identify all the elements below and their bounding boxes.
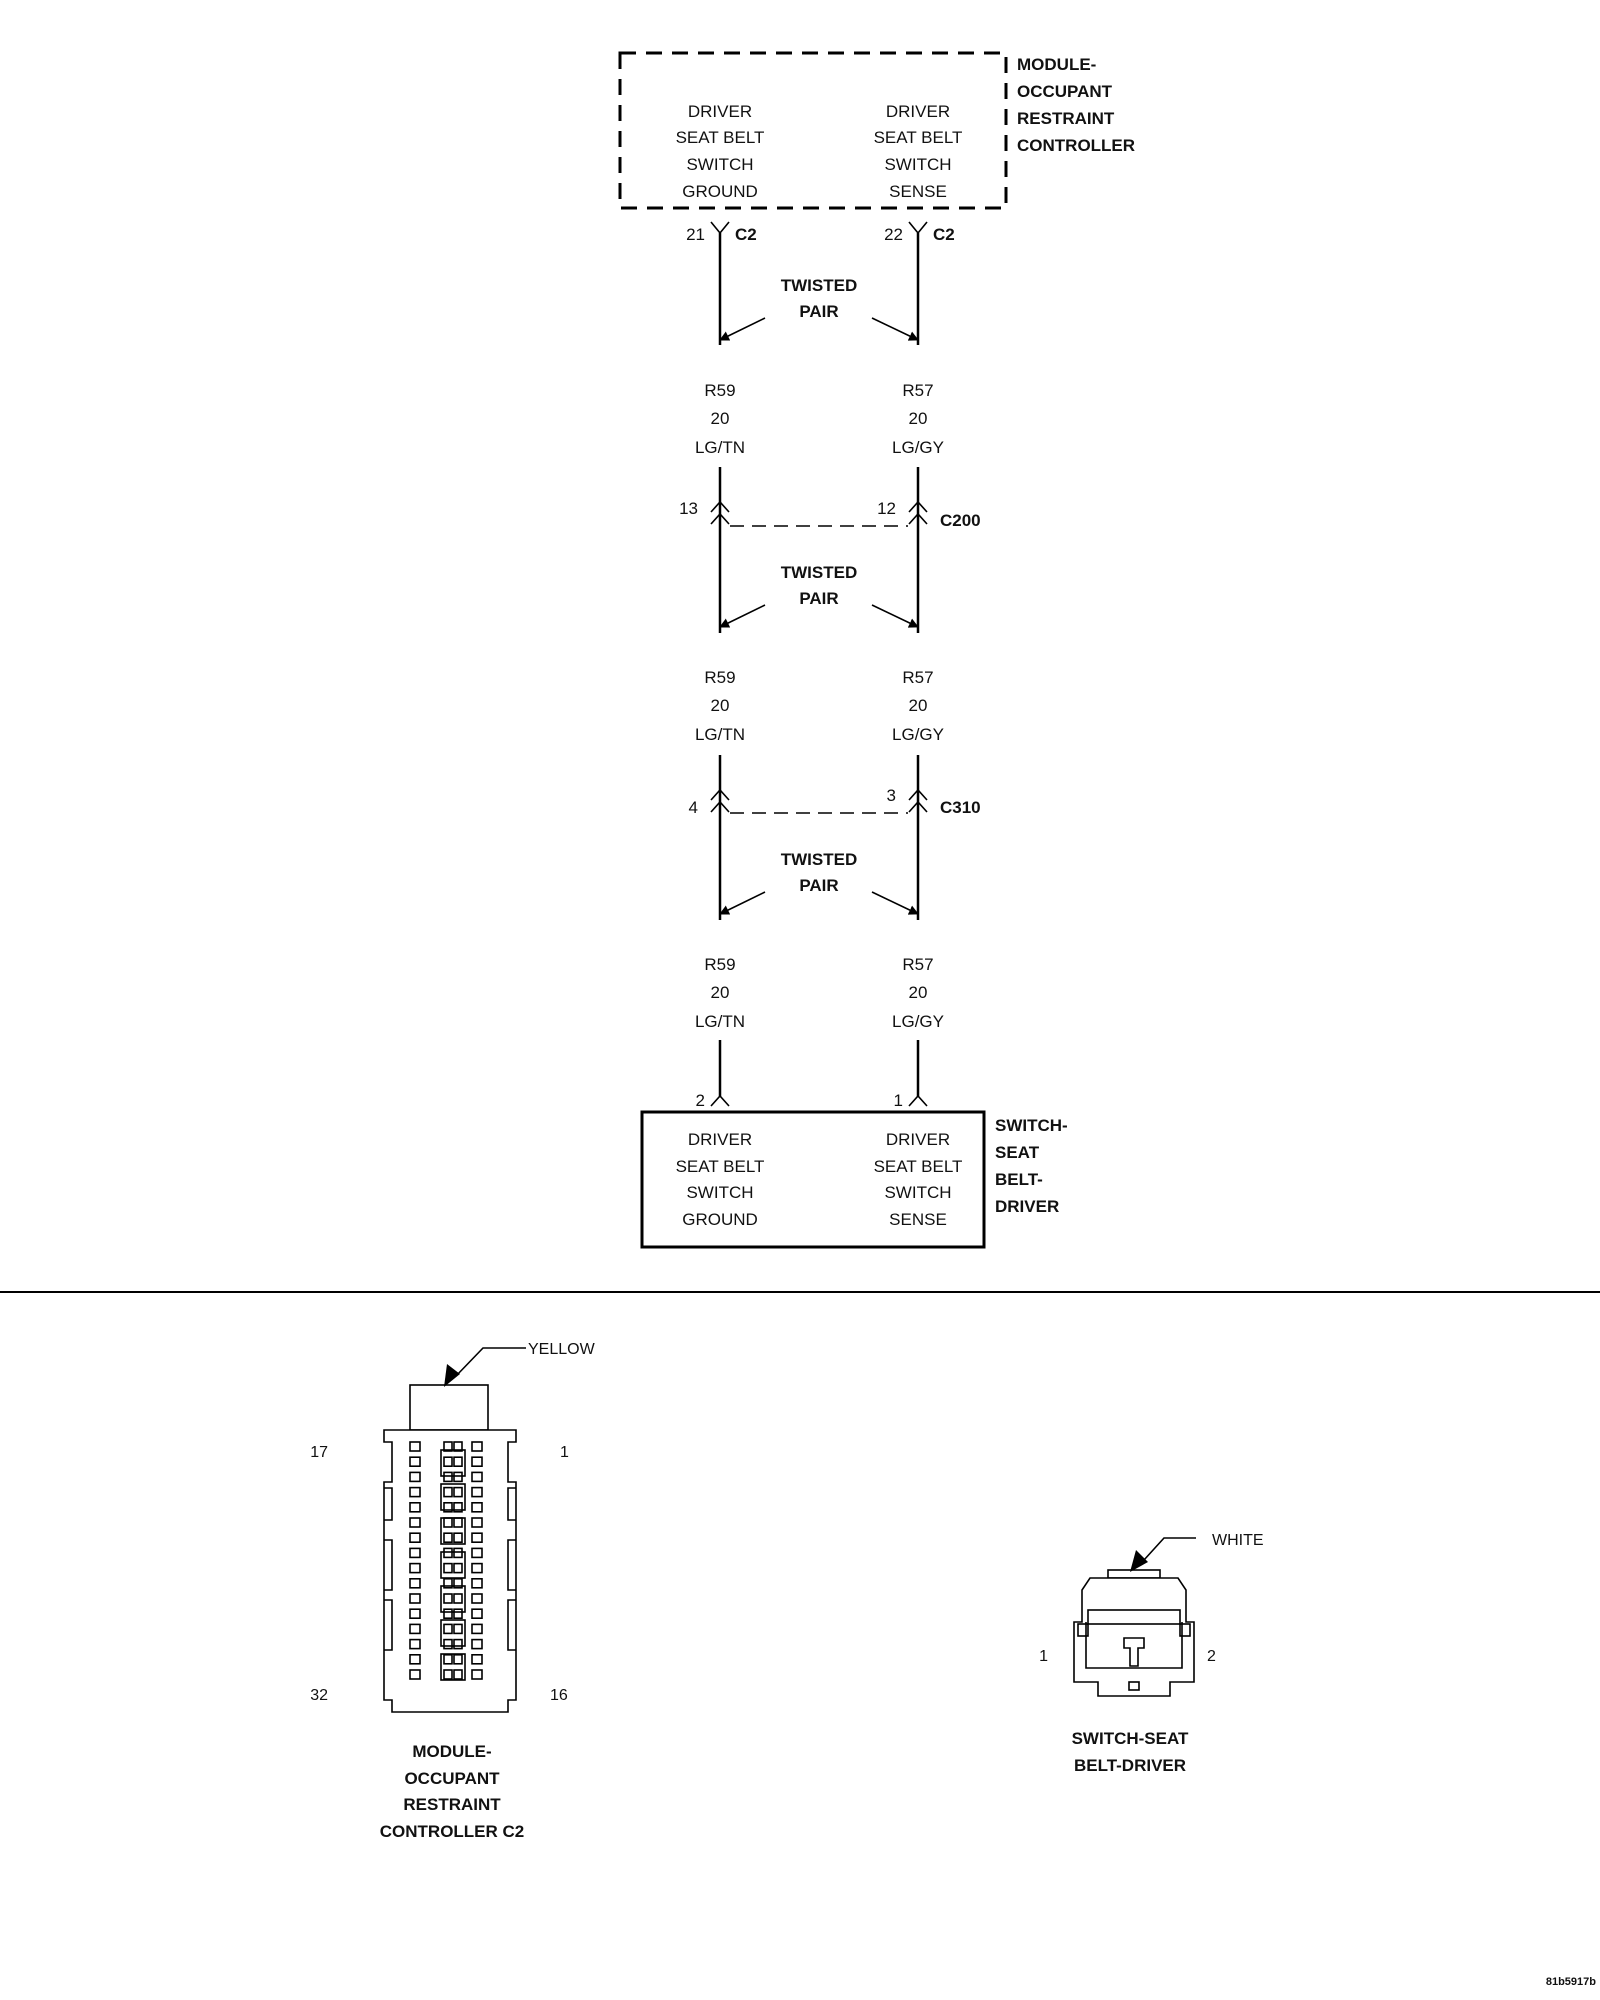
twisted-pair-3 (720, 850, 918, 914)
module-right-circuit-line-4: SENSE (889, 182, 947, 201)
wire-label-right-3-circuit: R57 (902, 955, 934, 974)
inline-connector-c200 (679, 499, 981, 530)
module-left-circuit-line-3: SWITCH (686, 155, 754, 174)
module-pin-21-terminal (711, 222, 729, 233)
c310-label: C310 (940, 798, 981, 817)
module-connector-right: C2 (933, 225, 955, 244)
module-c2-terminals (686, 222, 955, 244)
switch-color-arrowhead (1130, 1550, 1148, 1572)
wire-label-right-1-circuit: R57 (902, 381, 934, 400)
switch-pin-right: 1 (893, 1091, 903, 1110)
module-title-line-4: CONTROLLER (1017, 136, 1136, 155)
switch-conn-caption-line-1: SWITCH-SEAT (1071, 1729, 1189, 1748)
c2-top-tab (410, 1385, 488, 1430)
wire-run (720, 233, 918, 1096)
wire-label-right-3-gauge: 20 (908, 983, 928, 1002)
wire-label-right-1-gauge: 20 (908, 409, 928, 428)
twisted-pair-3-arrow-right (872, 892, 918, 914)
twisted-pair-2-arrow-right (872, 605, 918, 627)
switch-pin-1-terminal (909, 1096, 927, 1106)
switch-conn-pin-left: 1 (1039, 1648, 1048, 1665)
switch-left-circuit-line-3: SWITCH (686, 1183, 754, 1202)
figure-id: 81b5917b (1545, 1976, 1596, 1988)
switch-conn-top-tab (1108, 1570, 1160, 1578)
twisted-pair-1-line-1: TWISTED (780, 276, 858, 295)
module-right-circuit-line-3: SWITCH (884, 155, 952, 174)
twisted-pair-1-arrow-left (720, 318, 765, 340)
wire-label-right-3-color: LG/GY (892, 1012, 944, 1031)
module-pin-left: 21 (686, 225, 705, 244)
c2-caption-line-1: MODULE- (412, 1742, 492, 1761)
c2-caption-line-2: OCCUPANT (404, 1769, 500, 1788)
wire-label-left-3-gauge: 20 (710, 983, 730, 1002)
twisted-pair-1 (720, 276, 918, 340)
switch-title-line-3: BELT- (995, 1170, 1043, 1189)
c2-color-leader (456, 1348, 526, 1376)
wire-label-right-2-circuit: R57 (902, 668, 934, 687)
c2-pin-top-left: 17 (310, 1444, 328, 1461)
twisted-pair-1-line-2: PAIR (799, 302, 839, 321)
wire-label-right-1-color: LG/GY (892, 438, 944, 457)
c200-right-pin: 12 (877, 499, 896, 518)
wire-label-right-2-gauge: 20 (908, 696, 928, 715)
c200-left-pin: 13 (679, 499, 698, 518)
switch-left-circuit-line-4: GROUND (682, 1210, 758, 1229)
switch-connector-view (1039, 1532, 1263, 1775)
switch-conn-caption-line-2: BELT-DRIVER (1073, 1756, 1187, 1775)
twisted-pair-2-arrow-left (720, 605, 765, 627)
c2-caption-line-3: RESTRAINT (403, 1795, 501, 1814)
switch-terminals (696, 1091, 927, 1110)
twisted-pair-2-line-2: PAIR (799, 589, 839, 608)
c200-label: C200 (940, 511, 981, 530)
c310-right-pin: 3 (886, 786, 896, 805)
c2-pin-bottom-right: 16 (550, 1687, 568, 1704)
inline-connector-c310 (689, 786, 981, 817)
switch-right-circuit-line-4: SENSE (889, 1210, 947, 1229)
switch-conn-pin-right: 2 (1207, 1648, 1216, 1665)
module-left-circuit-line-2: SEAT BELT (675, 128, 765, 147)
twisted-pair-3-arrow-left (720, 892, 765, 914)
switch-right-circuit-line-3: SWITCH (884, 1183, 952, 1202)
module-right-circuit-line-2: SEAT BELT (873, 128, 963, 147)
switch-title-line-4: DRIVER (995, 1197, 1060, 1216)
twisted-pair-3-line-1: TWISTED (780, 850, 858, 869)
c2-pin-bottom-left: 32 (310, 1687, 328, 1704)
module-pin-right: 22 (884, 225, 903, 244)
switch-right-circuit-line-1: DRIVER (885, 1130, 951, 1149)
wire-label-left-1-gauge: 20 (710, 409, 730, 428)
module-c2-connector-view (310, 1341, 595, 1841)
module-occupant-restraint-controller (620, 53, 1135, 208)
switch-color-label: WHITE (1212, 1532, 1264, 1549)
twisted-pair-3-line-2: PAIR (799, 876, 839, 895)
wire-labels-segment-3 (695, 955, 944, 1031)
switch-color-leader (1144, 1538, 1196, 1560)
switch-pin-left: 2 (695, 1091, 705, 1110)
c2-caption-line-4: CONTROLLER C2 (379, 1822, 525, 1841)
twisted-pair-1-arrow-right (872, 318, 918, 340)
switch-seat-belt-driver (642, 1112, 1068, 1247)
switch-right-circuit-line-2: SEAT BELT (873, 1157, 963, 1176)
wire-label-left-1-color: LG/TN (694, 438, 746, 457)
wire-label-left-2-gauge: 20 (710, 696, 730, 715)
c2-color-label: YELLOW (528, 1341, 595, 1358)
switch-left-circuit-line-1: DRIVER (687, 1130, 753, 1149)
switch-title-line-1: SWITCH- (995, 1116, 1068, 1135)
module-right-circuit-line-1: DRIVER (885, 102, 951, 121)
module-left-circuit-line-1: DRIVER (687, 102, 753, 121)
wire-label-left-3-circuit: R59 (704, 955, 736, 974)
c310-left-pin: 4 (688, 798, 698, 817)
switch-title-line-2: SEAT (995, 1143, 1040, 1162)
wire-label-left-1-circuit: R59 (704, 381, 736, 400)
c2-pin-top-right: 1 (560, 1444, 569, 1461)
wire-label-left-2-color: LG/TN (694, 725, 746, 744)
module-title-line-1: MODULE- (1017, 55, 1097, 74)
wire-labels-segment-1 (695, 381, 944, 457)
module-left-circuit-line-4: GROUND (682, 182, 758, 201)
module-pin-22-terminal (909, 222, 927, 233)
module-connector-left: C2 (735, 225, 757, 244)
c2-color-arrowhead (444, 1364, 460, 1387)
wire-label-right-2-color: LG/GY (892, 725, 944, 744)
wire-label-left-2-circuit: R59 (704, 668, 736, 687)
twisted-pair-2 (720, 563, 918, 627)
switch-conn-body (1074, 1578, 1194, 1696)
module-title-line-3: RESTRAINT (1017, 109, 1115, 128)
switch-pin-2-terminal (711, 1096, 729, 1106)
module-title-line-2: OCCUPANT (1017, 82, 1113, 101)
twisted-pair-2-line-1: TWISTED (780, 563, 858, 582)
wire-labels-segment-2 (695, 668, 944, 744)
switch-left-circuit-line-2: SEAT BELT (675, 1157, 765, 1176)
wire-label-left-3-color: LG/TN (694, 1012, 746, 1031)
